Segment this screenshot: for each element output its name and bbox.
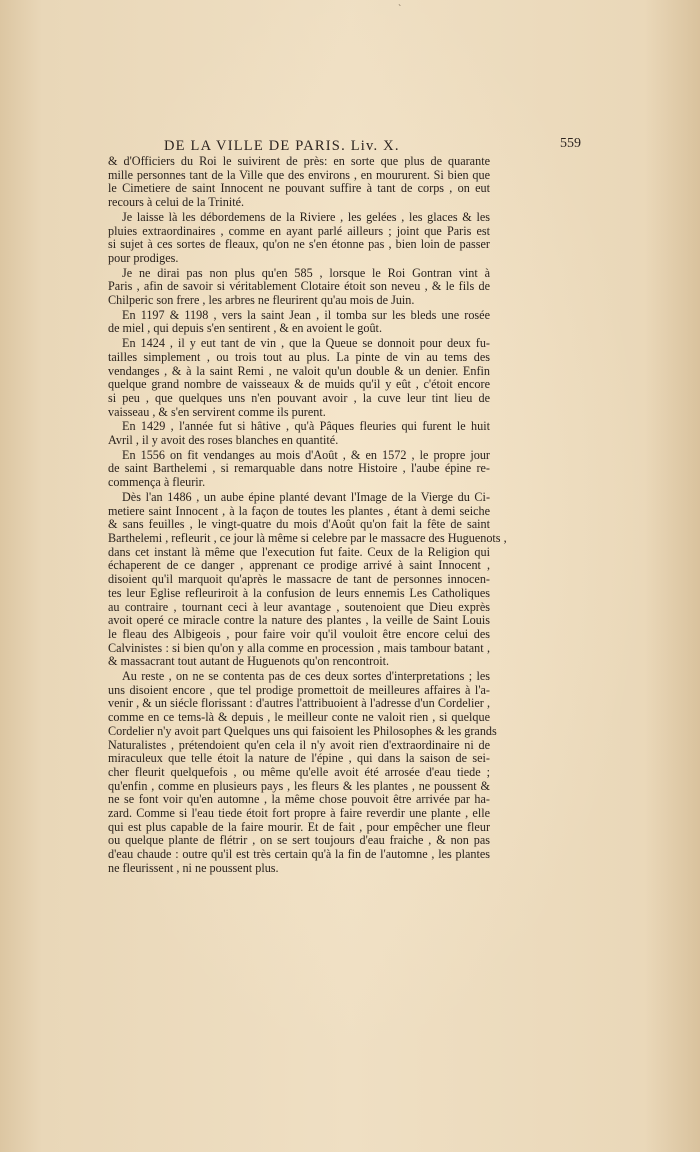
text-line: disoient qu'il marquoit qu'après le massacre de tant de personnes innocen- [108,572,490,587]
paragraph [108,449,490,490]
page-number: 559 [560,136,581,151]
text-line: Au reste , on ne se contenta pas de ces deux sortes d'interpretations ; les [122,669,490,684]
text-line: zard. Comme si l'eau tiede étoit fort propre à faire reverdir une plante , elle [108,806,490,821]
text-line: qu'enfin , comme en plusieurs pays , les fleurs & les plantes , ne poussent & [108,778,490,793]
text-line: ou quelque plante de flétrir , on se sert toujours d'eau fraiche , & non pas [108,833,490,848]
text-line: Je laisse là les débordemens de la Riviere , les gelées , les glaces & les [122,209,490,224]
text-line: si sujet à ces sortes de fleaux, qu'on ne s'en étonne pas , bien loin de passer [108,237,490,252]
text-line: Paris , afin de savoir si véritablement Clotaire étoit son neveu , & le fils de [108,279,490,294]
text-line: ne fleurissent , ni ne poussent plus. [108,860,279,875]
text-line: tailles simplement , ou trois tout au plus. La pinte de vin au tems des [108,349,490,364]
text-line: mille personnes tant de la Ville que des environs , en moururent. Si bien que [108,167,490,182]
text-line: vaisseau , & s'en servirent comme ils purent. [108,404,326,419]
paragraph [108,420,490,447]
paragraph [108,337,490,419]
text-line: Avril , il y avoit des roses blanches en quantité. [108,433,339,448]
text-line: de saint Barthelemi , si remarquable dans notre Histoire , l'aube épine re- [108,461,490,476]
text-line: En 1424 , il y eut tant de vin , que la Queue se donnoit pour deux fu- [122,336,490,351]
text-line: avoit operé ce miracle contre la nature des plantes , la veille de Saint Louis [108,613,490,628]
text-line: d'eau chaude : outre qu'il est très certain qu'à la fin de l'automne , les plantes [108,847,490,862]
text-line: commença à fleurir. [108,475,206,490]
text-line: le fleau des Albigeois , pour faire voir qu'il vouloit être encore celui des [108,626,490,641]
text-line: pluies extraordinaires , comme en ayant parlé ailleurs ; joint que Paris est [108,223,490,238]
text-line: Dès l'an 1486 , un aube épine planté devant l'Image de la Vierge du Ci- [122,489,490,504]
text-line: metiere saint Innocent , à la façon de toutes les plantes , étant à demi seiche [108,503,490,518]
text-line: Je ne dirai pas non plus qu'en 585 , lorsque le Roi Gontran vint à [122,265,490,280]
text-line: qui est plus capable de la faire mourir. Et de fait , pour empêcher une fleur [108,819,490,834]
text-line: Cordelier n'y avoit part Quelques uns qui faisoient les Philosophes & les grands [108,723,497,738]
text-line: venir , & un siécle florissant : d'autres l'attribuoient à l'adresse d'un Cordelier , [108,696,490,711]
paragraph [108,155,490,210]
text-line: uns disoient encore , que tel prodige promettoit de meilleures affaires à l'a- [108,682,490,697]
text-line: Calvinistes : si bien qu'on y alla comme en procession , mais tambour batant , [108,640,490,655]
text-line: Barthelemi , refleurit , ce jour là même si celebre par le massacre des Huguenots , [108,530,507,545]
text-line: le Cimetiere de saint Innocent ne pouvant suffire à tant de corps , on eut [108,181,490,196]
text-line: cher fleurit quelquefois , ou même qu'elle avoit été arrosée d'eau tiede ; [108,764,490,779]
text-line: recours à celui de la Trinité. [108,195,245,210]
text-line: En 1197 & 1198 , vers la saint Jean , il tomba sur les bleds une rosée [122,307,490,322]
text-line: Chilperic son frere , les arbres ne fleurirent qu'au mois de Juin. [108,293,415,308]
body-text [108,154,507,877]
text-line: comme en ce tems-là & depuis , le meilleur conte ne valoit rien , si quelque [108,710,490,725]
text-line: échaperent de ce danger , apprenant ce prodige arrivé à saint Innocent , [108,558,490,573]
text-line: quelque grand nombre de vaisseaux & de muids qu'il y eût , c'étoit encore [108,377,490,392]
text-line: tes leur Eglise refleuriroit à la confusion de leurs ennemis Les Catholiques [108,585,490,600]
text-line: Naturalistes , prétendoient qu'en cela il n'y avoit rien d'extraordinaire ni de [108,737,490,752]
text-line: dans cet instant là même que l'execution fut faite. Ceux de la Religion qui [108,544,490,559]
text-line: & massacrant tout autant de Huguenots qu'on rencontroit. [108,654,390,669]
text-line: En 1429 , l'année fut si hâtive , qu'à Pâques fleuries qui furent le huit [122,419,490,434]
text-line: de miel , qui depuis s'en sentirent , & en avoient le goût. [108,321,382,336]
text-line: En 1556 on fit vendanges au mois d'Août , & en 1572 , le propre jour [122,447,490,462]
paragraph [108,309,490,336]
text-line: ne se font voir qu'en automne , la même chose pouvoit être arrivée par ha- [108,792,490,807]
text-line: vendanges , & à la saint Remi , ne valoit qu'un double & un denier. Enfin [108,363,490,378]
text-line: pour prodiges. [108,250,179,265]
text-line: si peu , que quelques uns n'en pouvant avoir , la cuve leur tint lieu de [108,390,490,405]
paragraph [108,267,490,308]
text-line: & sans feuilles , le vingt-quatre du mois d'Août qu'on fait la fête de saint [108,517,490,532]
text-line: au contraire , tournant ceci à leur avantage , soutenoient que Dieu exprès [108,599,490,614]
running-head: DE LA VILLE DE PARIS. Liv. X. [164,138,400,154]
paragraph [108,489,507,669]
paragraph [108,211,490,266]
text-line: miraculeux que telle étoit la nature de l'épine , qui dans la saison de sei- [108,751,490,766]
paragraph [108,669,497,876]
top-tick-mark: ` [398,4,402,15]
text-line: & d'Officiers du Roi le suivirent de près: en sorte que plus de quarante [108,154,490,168]
